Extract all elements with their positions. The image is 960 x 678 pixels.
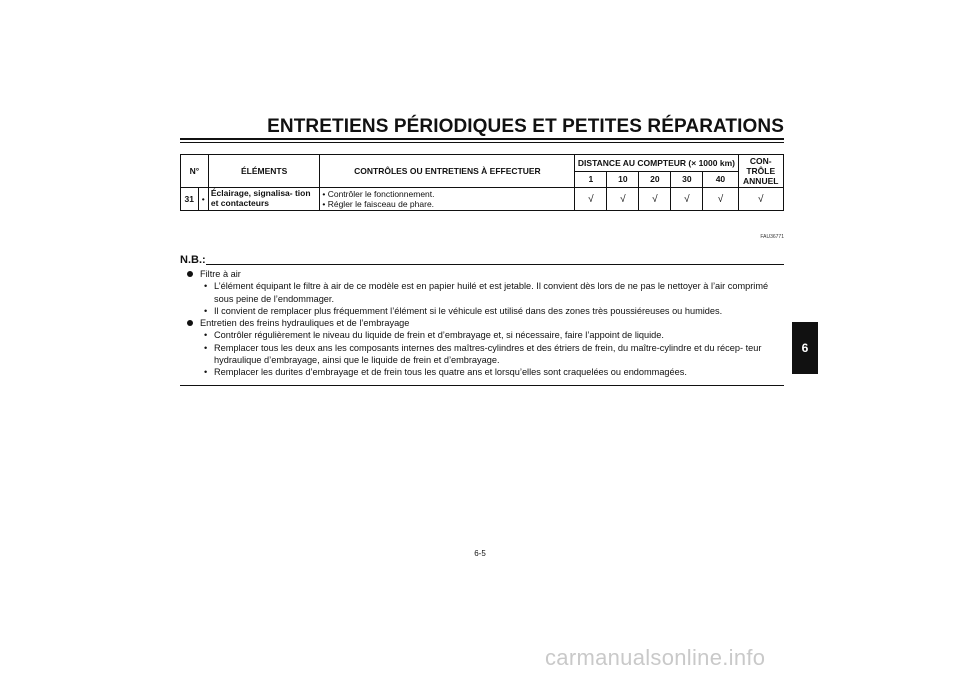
note-subitem bbox=[186, 305, 784, 317]
note-item bbox=[186, 268, 784, 280]
note-subitem-text: Il convient de remplacer plus fréquemment l’élément si le véhicule est utilisé dans des zones très poussiéreuses ou humides. bbox=[214, 305, 723, 316]
title-underline bbox=[180, 138, 784, 140]
sub-bullet-icon: • bbox=[204, 281, 208, 292]
header-distance-col: 20 bbox=[639, 171, 671, 188]
header-annual: CON- TRÔLE ANNUEL bbox=[738, 155, 784, 188]
row-controls bbox=[320, 188, 575, 211]
bullet-icon bbox=[187, 271, 193, 277]
header-distance-col: 10 bbox=[607, 171, 639, 188]
header-controls: CONTRÔLES OU ENTRETIENS À EFFECTUER bbox=[320, 155, 575, 188]
header-distance-col: 1 bbox=[575, 171, 607, 188]
note-item-title: Entretien des freins hydrauliques et de l’embrayage bbox=[200, 318, 410, 329]
table-header-row bbox=[181, 155, 784, 172]
note-subitem-text: L’élément équipant le filtre à air de ce modèle est en papier huilé et est jetable. Il convient dès lors de ne pas le nettoyer à l’air comprimé sous peine de l’endommager. bbox=[214, 281, 769, 304]
check-mark: √ bbox=[607, 188, 639, 211]
note-subitem-text: Contrôler régulièrement le niveau du liquide de frein et d’embrayage et, si nécessaire, faire l’appoint de liquide. bbox=[214, 330, 664, 341]
note-item bbox=[186, 317, 784, 329]
note-bottom-rule bbox=[180, 385, 784, 386]
row-number: 31 bbox=[181, 188, 199, 211]
page-number: 6-5 bbox=[474, 549, 486, 558]
check-mark: √ bbox=[671, 188, 703, 211]
reference-code: FAU36771 bbox=[760, 234, 784, 240]
note-item-title: Filtre à air bbox=[200, 269, 241, 279]
sub-bullet-icon: • bbox=[204, 342, 208, 353]
header-elements: ÉLÉMENTS bbox=[208, 155, 320, 188]
check-mark: √ bbox=[639, 188, 671, 211]
check-mark: √ bbox=[575, 188, 607, 211]
note-subitem bbox=[186, 342, 784, 367]
note-subitem bbox=[186, 366, 784, 378]
note-subitem bbox=[186, 329, 784, 341]
sub-bullet-icon: • bbox=[204, 367, 208, 378]
chapter-tab: 6 bbox=[792, 322, 818, 374]
sub-bullet-icon: • bbox=[204, 330, 208, 341]
row-element: Éclairage, signalisa- tion et contacteurs bbox=[208, 188, 320, 211]
note-list bbox=[186, 268, 784, 379]
note-label: N.B.: bbox=[180, 254, 206, 266]
note-subitem-text: Remplacer les durites d’embrayage et de frein tous les quatre ans et lorsqu’elles sont craquelées ou endommagées. bbox=[214, 367, 687, 378]
header-distance-col: 30 bbox=[671, 171, 703, 188]
page-title: ENTRETIENS PÉRIODIQUES ET PETITES RÉPARATIONS bbox=[267, 116, 784, 137]
header-distance: DISTANCE AU COMPTEUR (× 1000 km) bbox=[575, 155, 738, 172]
header-number: N° bbox=[181, 155, 209, 188]
sub-bullet-icon: • bbox=[204, 305, 208, 316]
title-underline-thin bbox=[180, 142, 784, 143]
table-row bbox=[181, 188, 784, 211]
row-mark: • bbox=[198, 188, 208, 211]
note-rule bbox=[206, 264, 784, 265]
check-mark: √ bbox=[703, 188, 738, 211]
check-mark: √ bbox=[738, 188, 784, 211]
note-subitem bbox=[186, 280, 784, 305]
maintenance-table bbox=[180, 154, 784, 211]
watermark: carmanualsonline.info bbox=[545, 645, 766, 670]
header-distance-col: 40 bbox=[703, 171, 738, 188]
control-item: • Contrôler le fonctionnement. bbox=[322, 189, 435, 199]
note-subitem-text: Remplacer tous les deux ans les composants internes des maîtres-cylindres et des étriers de frein, du maître-cylindre et du récep- teur hydraulique d’embrayage, ainsi que le liquide de frein et d’embrayage. bbox=[214, 342, 762, 366]
bullet-icon bbox=[187, 320, 193, 326]
control-item: • Régler le faisceau de phare. bbox=[322, 199, 435, 210]
